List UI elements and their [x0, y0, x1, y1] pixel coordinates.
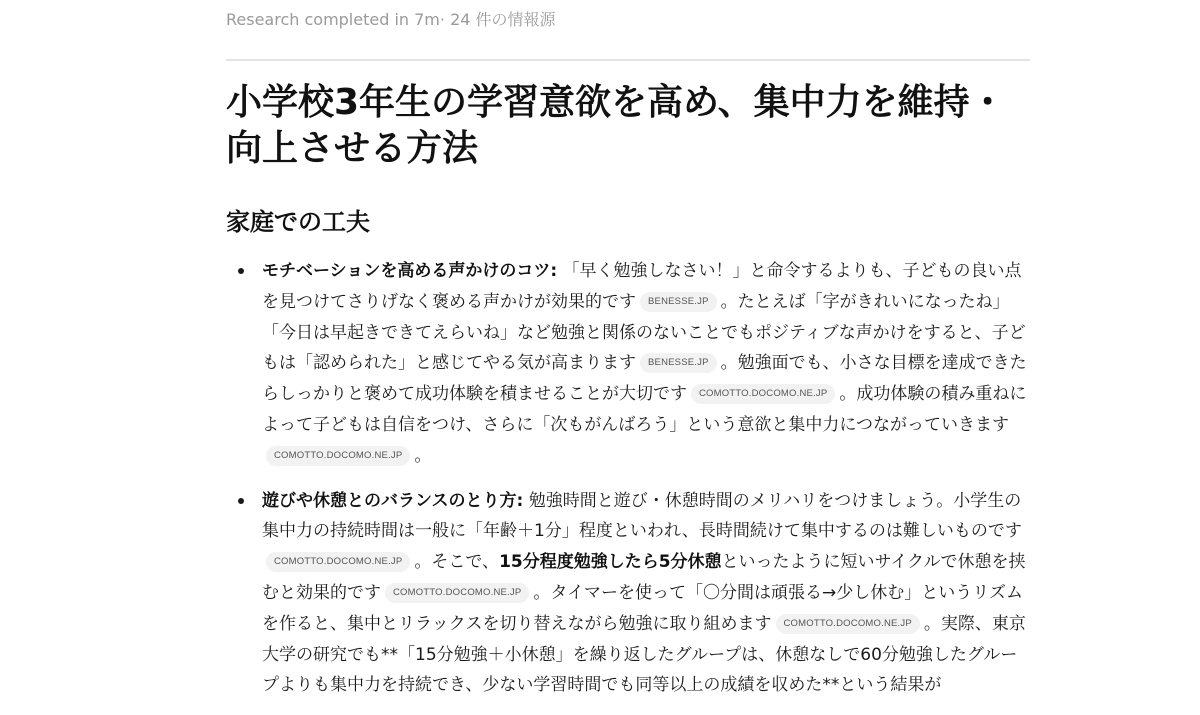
source-chip[interactable]: COMOTTO.DOCOMO.NE.JP [266, 552, 410, 572]
research-status: Research completed in 7m· 24 件の情報源 [226, 10, 556, 29]
bullet-icon [238, 268, 244, 274]
item-emphasis: 15分程度勉強したら5分休憩 [499, 552, 722, 573]
list-item [226, 486, 1030, 702]
item-text: といったように短いサイクルで休憩を挟むと効果的です [262, 552, 1026, 603]
item-text: 。実際、東京大学の研究でも**「15分勉強＋小休憩」を繰り返したグループは、休憩なしで60分勉強したグループよりも集中力を持続でき、少ない学習時間でも同等以上の成績を収めた**という結果が [262, 613, 1026, 696]
item-text: 。タイマーを使って「〇分間は頑張る→少し休む」というリズムを作ると、集中とリラックスを切り替えながら勉強に取り組めます [262, 582, 1023, 634]
source-chip[interactable]: BENESSE.JP [640, 292, 717, 312]
source-chip[interactable]: COMOTTO.DOCOMO.NE.JP [266, 446, 410, 466]
item-heading: 遊びや休憩とのバランスのとり方: [262, 490, 524, 511]
source-chip[interactable]: COMOTTO.DOCOMO.NE.JP [776, 614, 920, 634]
item-text: 。成功体験の積み重ねによって子どもは自信をつけ、さらに「次もがんばろう」という意欲と集中力につながっていきます [262, 384, 1027, 435]
item-text: 。 [414, 445, 432, 466]
source-chip[interactable]: COMOTTO.DOCOMO.NE.JP [385, 583, 529, 603]
item-text: 勉強時間と遊び・休憩時間のメリハリをつけましょう。小学生の集中力の持続時間は一般に「年齢＋1分」程度といわれ、長時間続けて集中するのは難しいものです [262, 490, 1022, 542]
divider [226, 59, 1030, 61]
source-chip[interactable]: BENESSE.JP [640, 353, 717, 373]
item-text: 「早く勉強しなさい！」と命令するよりも、子どもの良い点を見つけてさりげなく褒める声かけが効果的です [262, 261, 1022, 312]
report-title: 小学校3年生の学習意欲を高め、集中力を維持・向上させる方法 [226, 82, 1006, 169]
source-chip[interactable]: COMOTTO.DOCOMO.NE.JP [691, 384, 835, 404]
item-text: 。そこで、 [414, 552, 500, 573]
section-heading: 家庭での工夫 [226, 208, 370, 236]
tips-list [226, 256, 1030, 715]
item-heading: モチベーションを高める声かけのコツ: [262, 261, 558, 281]
item-text: 。勉強面でも、小さな目標を達成できたらしっかりと褒めて成功体験を積ませることが大切です [262, 353, 1027, 405]
bullet-icon [238, 498, 244, 504]
item-text: 。たとえば「字がきれいになったね」「今日は早起きできてえらいね」など勉強と関係のないことでもポジティブな声かけをすると、子どもは「認められた」と感じてやる気が高まります [262, 291, 1026, 374]
list-item [226, 256, 1030, 472]
